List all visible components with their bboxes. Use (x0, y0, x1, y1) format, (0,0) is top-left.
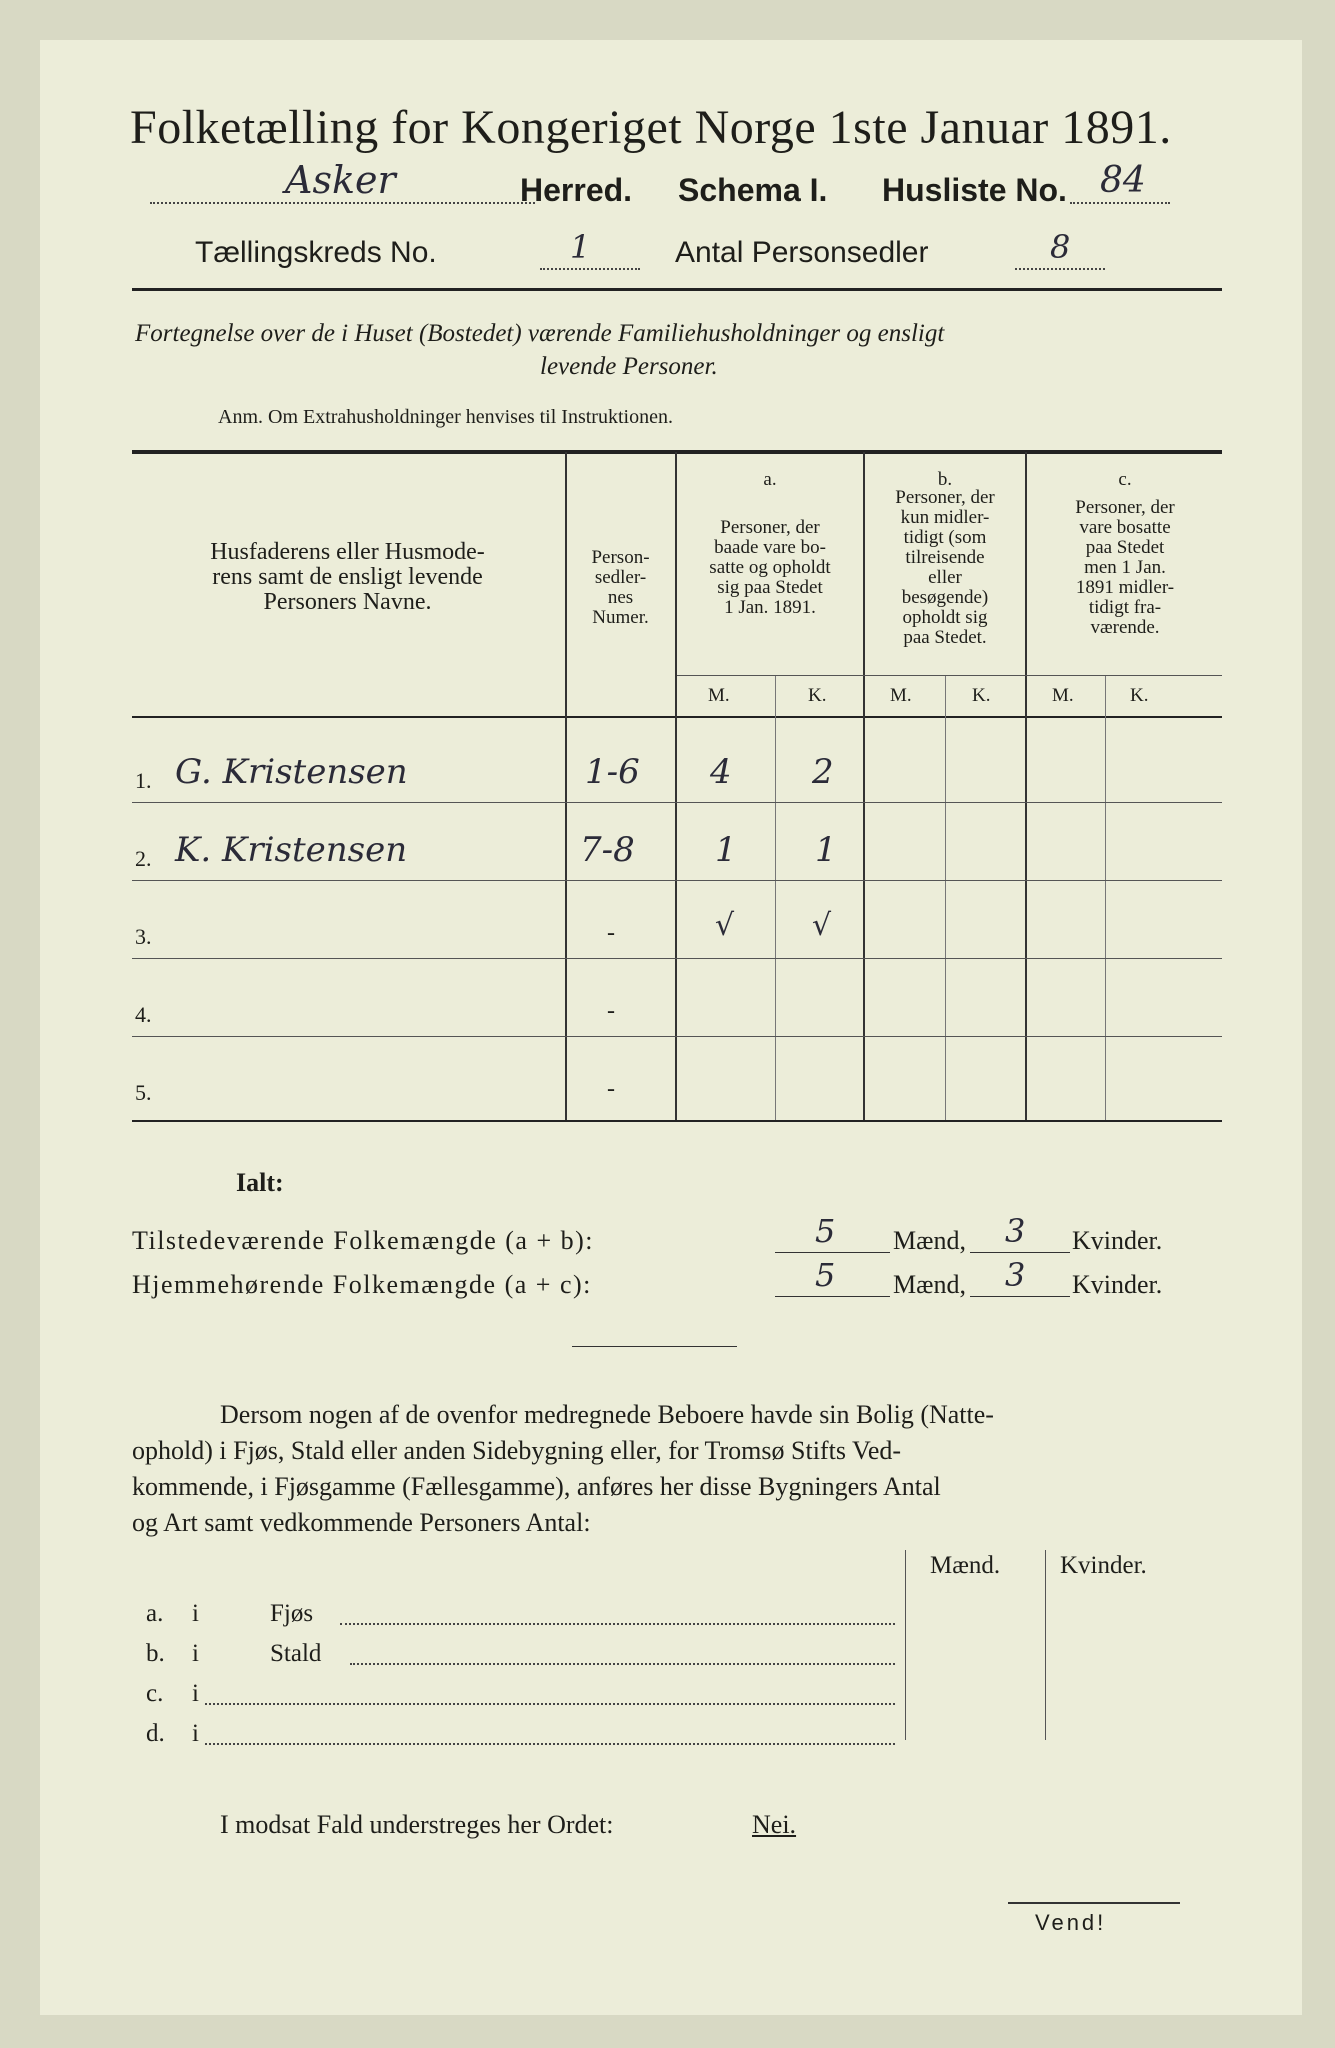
bld-i: i (192, 1640, 199, 1667)
ialt-label: Ialt: (236, 1168, 284, 1197)
bld-letter: c. (146, 1680, 164, 1707)
antal-label: Antal Personsedler (675, 236, 929, 269)
vline-a-mk (775, 675, 776, 1120)
hjemme-k: 3 (1005, 1256, 1026, 1294)
row-num: 3. (135, 924, 152, 949)
table-top-rule (132, 450, 1222, 454)
row-num: 2. (135, 846, 152, 871)
husliste-dots (1070, 202, 1170, 204)
bld-dots (340, 1623, 895, 1625)
b-m-label: M. (890, 685, 912, 706)
bld-vline-2 (1045, 1550, 1046, 1740)
col-c-letter: c. (1118, 469, 1132, 490)
a-k-label: K. (808, 685, 827, 706)
vend-label: Vend! (1035, 1910, 1107, 1935)
vline-b-mk (945, 675, 946, 1120)
vline-2 (675, 452, 677, 1120)
bld-vline-1 (905, 1550, 906, 1740)
col-numer-head: Person- sedler- nes Numer. (591, 547, 650, 628)
col-names-head: Husfaderens eller Husmode- rens samt de ensligt levende Personers Navne. (210, 539, 485, 616)
para-line4: og Art samt vedkommende Personers Antal: (132, 1508, 591, 1537)
schema-label: Schema I. (678, 172, 828, 208)
col-b-head: Personer, der kun midler- tidigt (som tilreisende eller besøgende) opholdt sig paa Stedet. (895, 487, 995, 648)
hjemme-kvinder: Kvinder. (1072, 1270, 1163, 1299)
row-line-2 (132, 880, 1222, 881)
hjemme-m-line (775, 1296, 890, 1297)
intro-line2: levende Personer. (540, 353, 718, 380)
anm-note: Anm. Om Extrahusholdninger henvises til Instruktionen. (218, 406, 673, 428)
tilstede-m-line (775, 1252, 890, 1253)
tilstede-k-line (970, 1252, 1070, 1253)
row-numer: - (607, 920, 615, 946)
form-title: Folketælling for Kongeriget Norge 1ste Januar 1891. (130, 101, 1172, 154)
bld-dots (205, 1743, 895, 1745)
row-name: K. Kristensen (175, 830, 408, 870)
bld-letter: d. (146, 1720, 165, 1747)
row-a-m: √ (715, 908, 735, 943)
para-line3: kommende, i Fjøsgamme (Fællesgamme), anføres her disse Bygningers Antal (132, 1472, 941, 1501)
row-num: 4. (135, 1002, 152, 1027)
bld-i: i (192, 1600, 199, 1627)
tilstede-maend: Mænd, (893, 1226, 966, 1255)
vline-4 (1025, 452, 1027, 1120)
col-c-head: Personer, der vare bosatte paa Stedet men 1 Jan. 1891 midler- tidigt fra- værende. (1075, 497, 1175, 638)
husliste-value: 84 (1100, 160, 1146, 201)
bld-col-m: Mænd. (930, 1552, 1001, 1579)
bld-col-k: Kvinder. (1060, 1552, 1147, 1579)
herred-label: Herred. (520, 172, 633, 208)
a-m-label: M. (708, 685, 730, 706)
row-numer: 7-8 (580, 830, 635, 870)
antal-dots (1015, 268, 1105, 270)
c-m-label: M. (1052, 685, 1074, 706)
table-bottom-rule (132, 1120, 1222, 1122)
row-a-k: √ (812, 908, 832, 943)
herred-dots (150, 202, 535, 204)
hjemme-maend: Mænd, (893, 1270, 966, 1299)
bld-label: Fjøs (270, 1600, 314, 1627)
divider (572, 1346, 737, 1347)
col-a-letter: a. (763, 469, 777, 490)
kreds-label: Tællingskreds No. (195, 236, 437, 269)
row-line-1 (132, 802, 1222, 803)
col-b-letter: b. (937, 469, 953, 490)
para-line1: Dersom nogen af de ovenfor medregnede Beboere havde sin Bolig (Natte- (220, 1400, 994, 1429)
hjemme-label: Hjemmehørende Folkemængde (a + c): (132, 1270, 592, 1299)
husliste-label: Husliste No. (882, 172, 1067, 208)
bld-dots (350, 1663, 895, 1665)
row-a-k: 1 (815, 830, 837, 870)
bld-letter: a. (146, 1600, 164, 1627)
row-a-m: 4 (710, 752, 732, 792)
bld-i: i (192, 1720, 199, 1747)
kreds-value: 1 (570, 228, 591, 266)
header-rule (132, 288, 1222, 291)
mk-rule (677, 675, 1222, 676)
herred-value: Asker (285, 158, 396, 202)
row-a-m: 1 (715, 830, 737, 870)
census-form (40, 40, 1302, 2015)
vend-rule (1008, 1902, 1180, 1904)
bld-letter: b. (146, 1640, 165, 1667)
c-k-label: K. (1130, 685, 1149, 706)
b-k-label: K. (972, 685, 991, 706)
col-a-head: Personer, der baade vare bo- satte og opholdt sig paa Stedet 1 Jan. 1891. (709, 517, 831, 618)
tilstede-kvinder: Kvinder. (1072, 1226, 1163, 1255)
bld-i: i (192, 1680, 199, 1707)
row-num: 5. (135, 1080, 152, 1105)
row-numer: - (607, 998, 615, 1024)
row-num: 1. (135, 768, 152, 793)
row-numer: - (607, 1076, 615, 1102)
vline-c-mk (1105, 675, 1106, 1120)
antal-value: 8 (1050, 228, 1071, 266)
hjemme-m: 5 (815, 1256, 836, 1294)
vline-1 (565, 452, 567, 1120)
kreds-dots (540, 268, 640, 270)
nei-word: Nei. (752, 1810, 797, 1839)
row-line-3 (132, 958, 1222, 959)
tilstede-m: 5 (815, 1212, 836, 1250)
table-head-rule (132, 716, 1222, 718)
tilstede-label: Tilstedeværende Folkemængde (a + b): (132, 1226, 594, 1255)
row-line-4 (132, 1036, 1222, 1037)
modsat-text: I modsat Fald understreges her Ordet: (220, 1810, 614, 1839)
bld-dots (205, 1703, 895, 1705)
para-line2: ophold) i Fjøs, Stald eller anden Sidebygning eller, for Tromsø Stifts Ved- (132, 1436, 902, 1465)
row-name: G. Kristensen (175, 752, 408, 792)
bld-label: Stald (270, 1640, 322, 1667)
hjemme-k-line (970, 1296, 1070, 1297)
intro-line1: Fortegnelse over de i Huset (Bostedet) værende Familiehusholdninger og ensligt (135, 320, 945, 347)
tilstede-k: 3 (1005, 1212, 1026, 1250)
vline-3 (863, 452, 865, 1120)
row-a-k: 2 (812, 752, 834, 792)
row-numer: 1-6 (585, 752, 640, 792)
